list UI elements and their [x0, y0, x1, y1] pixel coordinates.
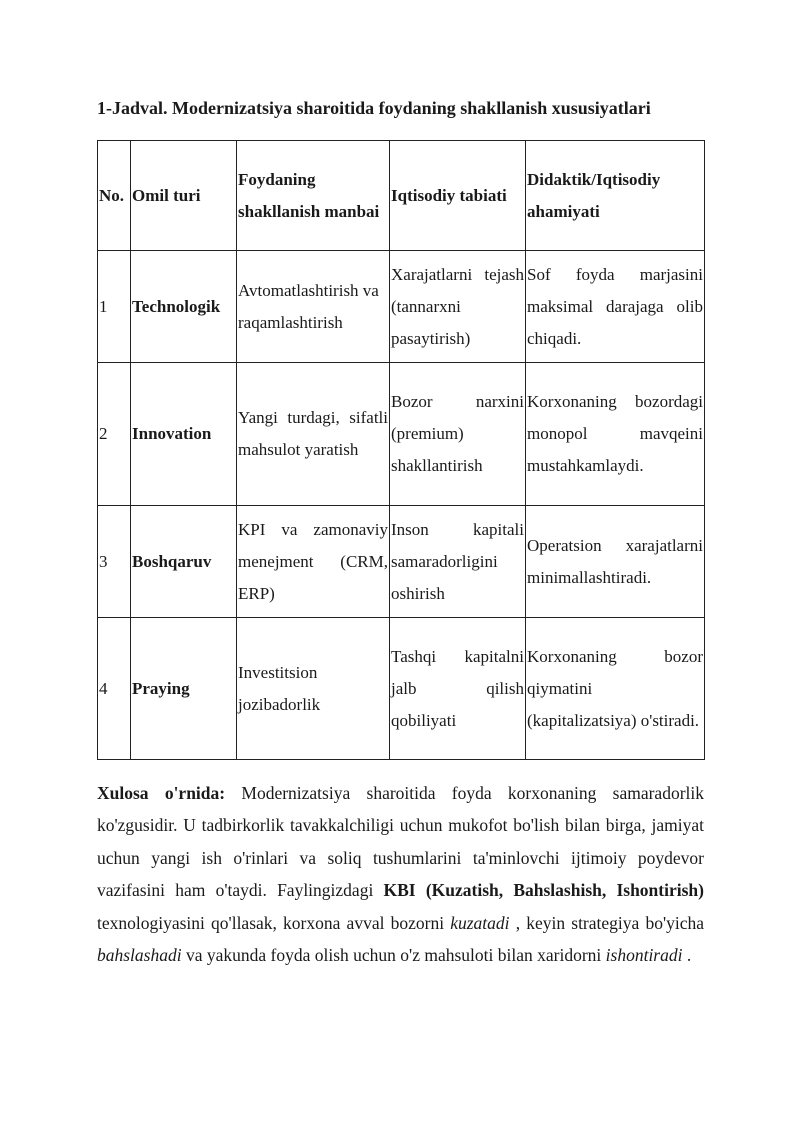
conclusion-kbi: KBI (Kuzatish, Bahslashish, Ishontirish) — [383, 880, 704, 900]
conclusion-emphasis-kuzatadi: kuzatadi — [450, 912, 510, 933]
conclusion-emphasis-ishontiradi: ishontiradi — [605, 945, 683, 965]
conclusion-lead: Xulosa o'rnida: — [97, 782, 226, 803]
row-number: 4 — [98, 618, 131, 760]
row-number: 1 — [98, 251, 131, 363]
header-no: No. — [98, 141, 131, 251]
conclusion-text-5: . — [682, 945, 692, 965]
economic-nature: Tashqi kapitalni jalb qilish qobiliyati — [390, 618, 526, 760]
profit-source: Avtomatlashtirish va raqamlashtirish — [237, 251, 390, 363]
table-row — [98, 506, 705, 618]
factor-type: Praying — [131, 618, 237, 760]
significance: Korxonaning bozordagi monopol mavqeini mustahkamlaydi. — [526, 363, 705, 506]
table-row — [98, 618, 705, 760]
factor-type: Innovation — [131, 363, 237, 506]
header-omil-turi: Omil turi — [131, 141, 237, 251]
profit-table — [97, 140, 705, 760]
conclusion-text-3: , keyin strategiya bo'yicha — [509, 912, 704, 933]
table-header-row — [98, 141, 705, 251]
significance: Sof foyda marjasini maksimal darajaga olib chiqadi. — [526, 251, 705, 363]
profit-source: Yangi turdagi, sifatli mahsulot yaratish — [237, 363, 390, 506]
table-caption: 1-Jadval. Modernizatsiya sharoitida foydaning shakllanish xususiyatlari — [97, 98, 651, 118]
factor-type: Boshqaruv — [131, 506, 237, 618]
table-row — [98, 251, 705, 363]
conclusion-emphasis-bahslashadi: bahslashadi — [97, 945, 182, 965]
conclusion-text-1: Modernizatsiya sharoitida foyda korxonaning samaradorlik ko'zgusidir. U tadbirkorlik tavakkalchiligi uchun mukofot bo'lish bilan birga, jamiyat uchun yangi ish o'rinlari va soliq tushumlarini ta'minlovchi ijtimoiy poydevor vazifasini ham o'taydi. Faylingizdagi — [97, 782, 704, 900]
header-foydaning-manbai: Foydaning shakllanish manbai — [237, 141, 390, 251]
profit-source: Investitsion jozibadorlik — [237, 618, 390, 760]
profit-source: KPI va zamonaviy menejment (CRM, ERP) — [237, 506, 390, 618]
factor-type: Technologik — [131, 251, 237, 363]
significance: Operatsion xarajatlarni minimallashtiradi. — [526, 506, 705, 618]
significance: Korxonaning bozor qiymatini (kapitalizatsiya) o'stiradi. — [526, 618, 705, 760]
conclusion-paragraph — [97, 777, 704, 972]
economic-nature: Xarajatlarni tejash (tannarxni pasaytirish) — [390, 251, 526, 363]
conclusion-text-2: texnologiyasini qo'llasak, korxona avval bozorni — [97, 912, 451, 933]
row-number: 3 — [98, 506, 131, 618]
table-row — [98, 363, 705, 506]
row-number: 2 — [98, 363, 131, 506]
header-ahamiyati: Didaktik/Iqtisodiy ahamiyati — [526, 141, 705, 251]
conclusion-text-4: va yakunda foyda olish uchun o'z mahsuloti bilan xaridorni — [181, 945, 606, 965]
economic-nature: Inson kapitali samaradorligini oshirish — [390, 506, 526, 618]
header-iqtisodiy-tabiati: Iqtisodiy tabiati — [390, 141, 526, 251]
economic-nature: Bozor narxini (premium) shakllantirish — [390, 363, 526, 506]
